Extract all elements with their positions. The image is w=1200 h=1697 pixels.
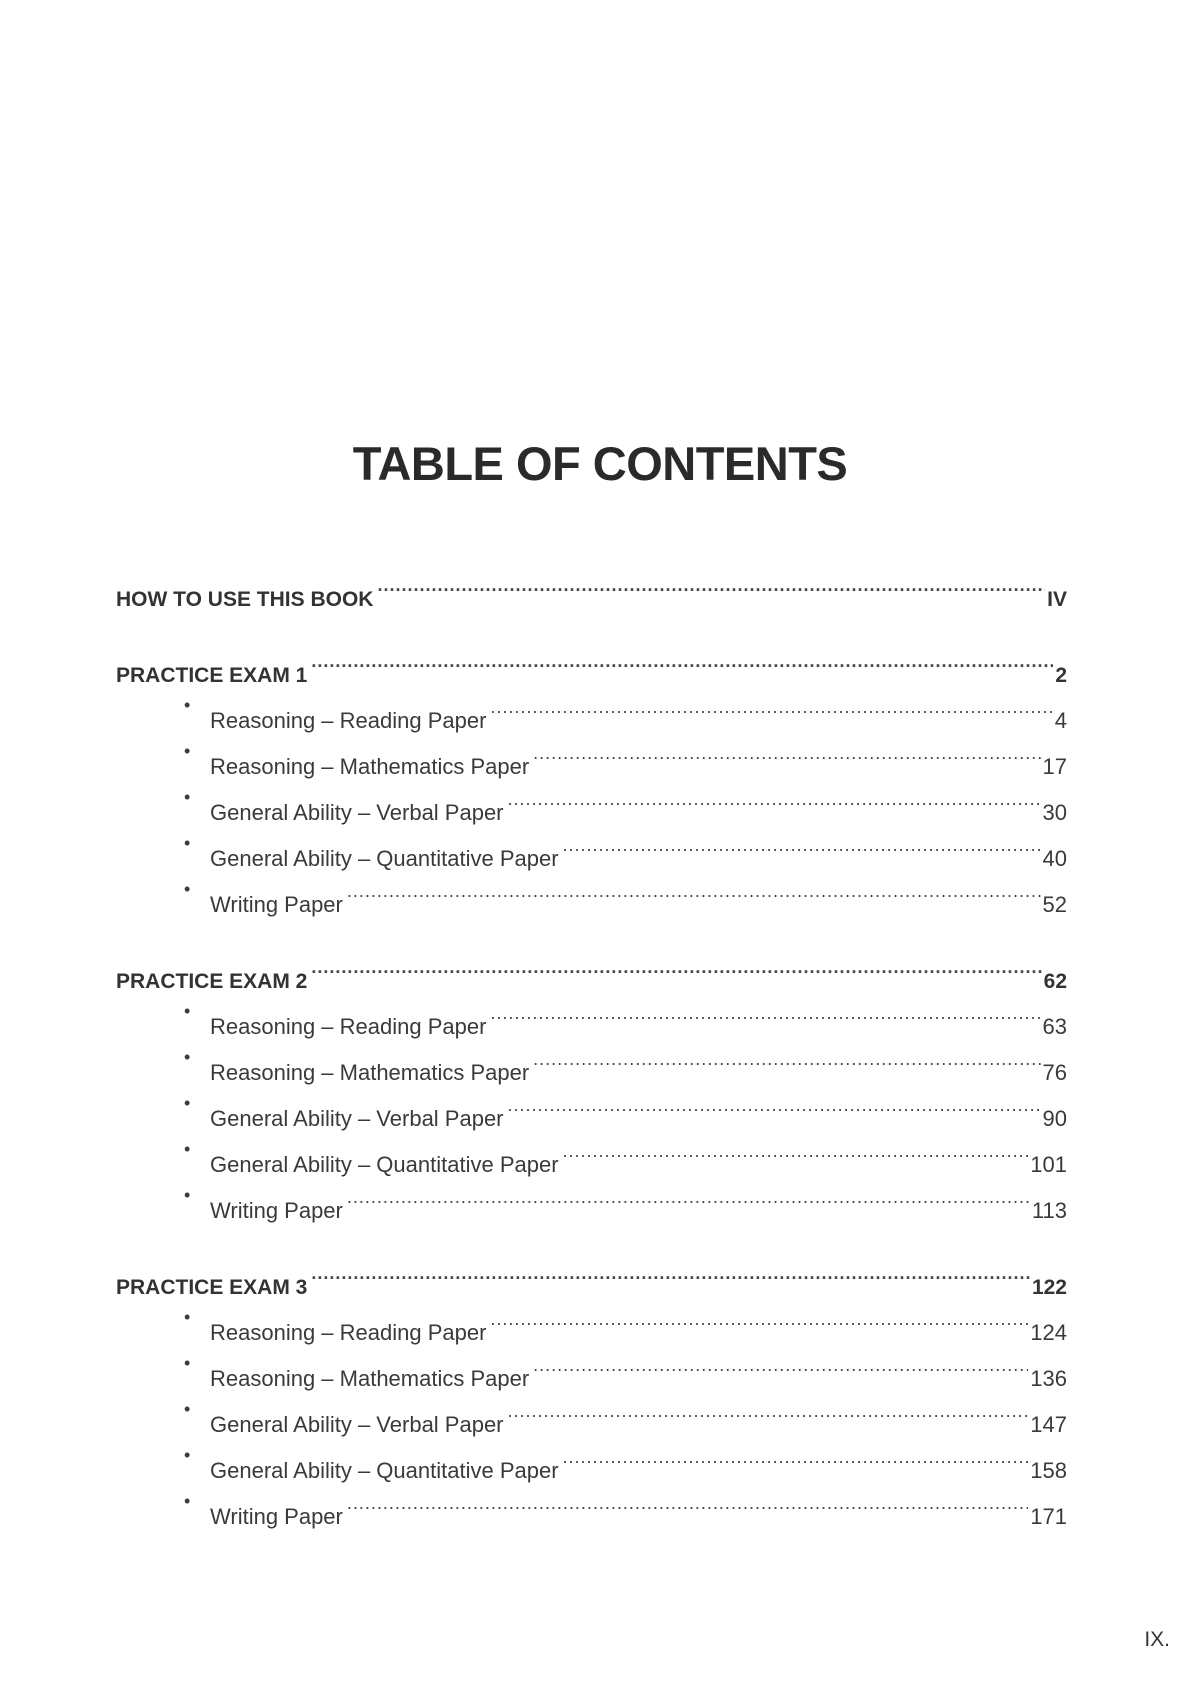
dot-leader: [533, 728, 1040, 774]
toc-entry-practice-exam-2[interactable]: [116, 942, 1067, 993]
bullet-icon: •: [184, 1491, 191, 1511]
toc-entry-practice-exam-1[interactable]: [116, 636, 1067, 687]
toc-entry-page: 2: [1055, 664, 1067, 687]
toc-subentry-page: 4: [1054, 708, 1067, 733]
toc-subentry-page: 30: [1042, 800, 1067, 825]
toc-subentry-label: General Ability – Verbal Paper: [210, 1412, 504, 1437]
dot-leader: [563, 1126, 1029, 1172]
bullet-icon: •: [184, 695, 191, 715]
toc-subentry-page: 136: [1030, 1366, 1067, 1391]
toc-subentry-page: 101: [1030, 1152, 1067, 1177]
bullet-icon: •: [184, 1047, 191, 1067]
toc-entry-label: PRACTICE EXAM 3: [116, 1276, 308, 1299]
toc-subentry-page: 17: [1042, 754, 1067, 779]
toc-subentry-label: Writing Paper: [210, 1198, 343, 1223]
dot-leader: [347, 1172, 1030, 1218]
toc-subentry-page: 124: [1030, 1320, 1067, 1345]
page-title: TABLE OF CONTENTS: [352, 437, 848, 490]
toc-subentry-page: 90: [1042, 1106, 1067, 1131]
dot-leader: [347, 866, 1041, 912]
toc-subentry-page: 171: [1030, 1504, 1067, 1529]
dot-leader: [563, 1432, 1029, 1478]
toc-entry-label: HOW TO USE THIS BOOK: [116, 588, 374, 611]
dot-leader: [490, 988, 1040, 1034]
toc-subentry-page: 76: [1042, 1060, 1067, 1085]
toc-entry-practice-exam-3[interactable]: [116, 1248, 1067, 1299]
dot-leader: [311, 636, 1053, 682]
toc-subentry-label: Reasoning – Mathematics Paper: [210, 1366, 530, 1391]
dot-leader: [508, 1386, 1029, 1432]
toc-subentry-page: 63: [1042, 1014, 1067, 1039]
bullet-icon: •: [184, 741, 191, 761]
toc-subentry-page: 158: [1030, 1458, 1067, 1483]
bullet-icon: •: [184, 833, 191, 853]
toc-entry-how-to-use[interactable]: [116, 560, 1067, 611]
dot-leader: [533, 1034, 1040, 1080]
dot-leader: [508, 1080, 1041, 1126]
toc-entry-page: 122: [1031, 1276, 1067, 1299]
toc-subentry-label: Reasoning – Mathematics Paper: [210, 754, 530, 779]
toc-subentry-label: Reasoning – Mathematics Paper: [210, 1060, 530, 1085]
toc-entry-page: IV: [1047, 588, 1067, 611]
dot-leader: [490, 1294, 1028, 1340]
dot-leader: [533, 1340, 1028, 1386]
bullet-icon: •: [184, 1139, 191, 1159]
bullet-icon: •: [184, 1093, 191, 1113]
dot-leader: [377, 560, 1045, 606]
toc-subentry-label: Writing Paper: [210, 892, 343, 917]
dot-leader: [563, 820, 1041, 866]
dot-leader: [347, 1478, 1028, 1524]
toc-subentry-label: General Ability – Quantitative Paper: [210, 1458, 559, 1483]
toc-subentry-label: Reasoning – Reading Paper: [210, 1014, 487, 1039]
bullet-icon: •: [184, 1445, 191, 1465]
toc-subentry-label: General Ability – Quantitative Paper: [210, 1152, 559, 1177]
table-of-contents: [116, 560, 1067, 1529]
bullet-icon: •: [184, 1001, 191, 1021]
bullet-icon: •: [184, 1185, 191, 1205]
toc-entry-label: PRACTICE EXAM 2: [116, 970, 308, 993]
toc-subentry-label: General Ability – Verbal Paper: [210, 800, 504, 825]
dot-leader: [508, 774, 1041, 820]
toc-subentry-page: 147: [1030, 1412, 1067, 1437]
toc-entry-page: 62: [1043, 970, 1067, 993]
toc-subentry-label: General Ability – Quantitative Paper: [210, 846, 559, 871]
dot-leader: [311, 942, 1041, 988]
toc-subentry-label: General Ability – Verbal Paper: [210, 1106, 504, 1131]
toc-subentry-page: 52: [1042, 892, 1067, 917]
toc-entry-label: PRACTICE EXAM 1: [116, 664, 308, 687]
bullet-icon: •: [184, 1353, 191, 1373]
toc-subentry-page: 40: [1042, 846, 1067, 871]
bullet-icon: •: [184, 879, 191, 899]
bullet-icon: •: [184, 787, 191, 807]
toc-subentry-label: Reasoning – Reading Paper: [210, 708, 487, 733]
dot-leader: [311, 1248, 1030, 1294]
dot-leader: [490, 682, 1052, 728]
page-number: IX.: [1144, 1628, 1170, 1651]
toc-subentry-page: 113: [1031, 1198, 1067, 1223]
toc-subentry-label: Reasoning – Reading Paper: [210, 1320, 487, 1345]
bullet-icon: •: [184, 1307, 191, 1327]
bullet-icon: •: [184, 1399, 191, 1419]
toc-subentry-label: Writing Paper: [210, 1504, 343, 1529]
